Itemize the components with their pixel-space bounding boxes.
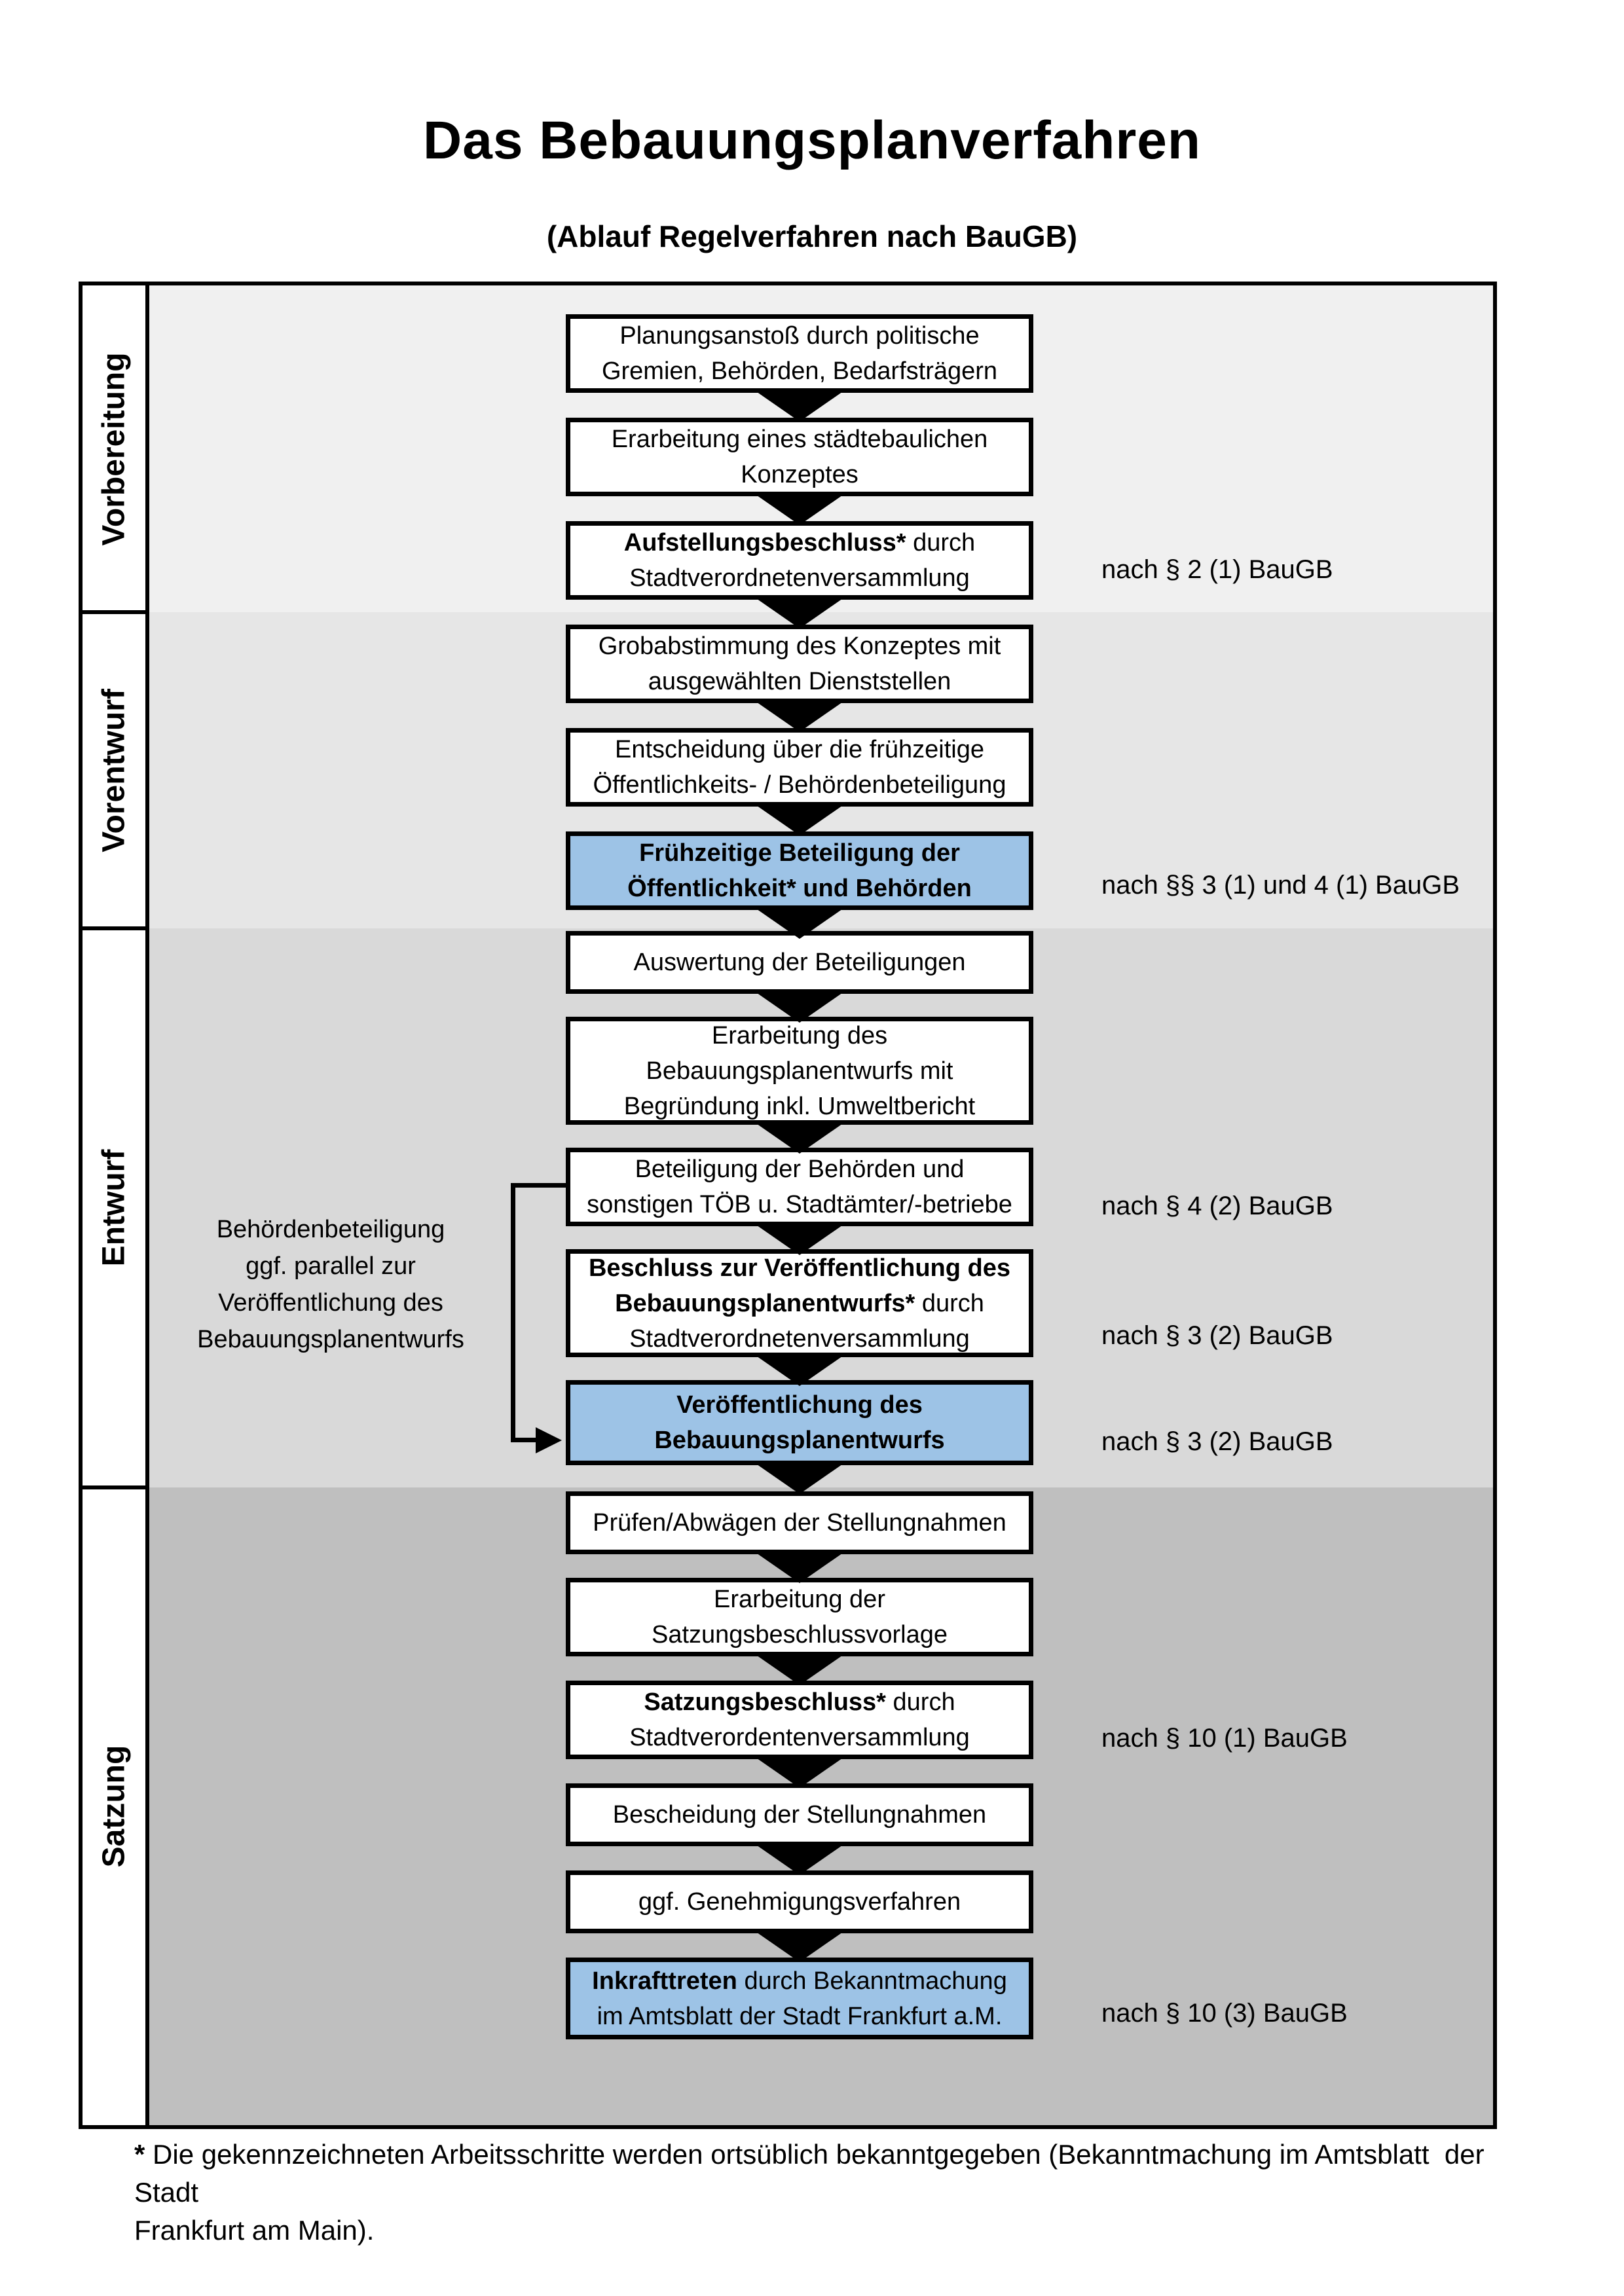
flow-box-line: Stadtverordnetenversammlung xyxy=(629,1324,970,1353)
flow-box-highlighted xyxy=(566,831,1033,910)
footnote-marker: * xyxy=(134,2139,145,2170)
flow-box xyxy=(566,418,1033,496)
flow-box-line: ggf. Genehmigungsverfahren xyxy=(638,1888,961,1916)
connector-line xyxy=(511,1183,566,1188)
arrow-down-icon xyxy=(752,990,847,1023)
flow-box xyxy=(566,1249,1033,1357)
flow-box xyxy=(566,931,1033,994)
flow-box-line: Bescheidung der Stellungnahmen xyxy=(612,1801,987,1829)
arrow-down-icon xyxy=(752,1755,847,1788)
flow-box-line: Satzungsbeschluss* durch xyxy=(644,1688,955,1716)
flow-box-line: Erarbeitung der xyxy=(714,1586,885,1613)
phase-label-text: Vorentwurf xyxy=(96,689,132,852)
flow-box xyxy=(566,1783,1033,1846)
side-note-line: ggf. parallel zur xyxy=(246,1252,416,1280)
phase-divider xyxy=(83,1485,149,1489)
flow-box-line: Erarbeitung des xyxy=(711,1021,888,1049)
arrow-down-icon xyxy=(752,906,847,939)
flow-box-line: Prüfen/Abwägen der Stellungnahmen xyxy=(593,1509,1006,1537)
side-note-line: Behördenbeteiligung xyxy=(216,1216,445,1243)
phase-label-text: Entwurf xyxy=(96,1149,132,1267)
connector-arrow-right-icon xyxy=(536,1427,562,1453)
flow-box-highlighted xyxy=(566,1958,1033,2039)
flow-box-line: ausgewählten Dienststellen xyxy=(648,668,951,695)
flow-box xyxy=(566,521,1033,600)
side-note xyxy=(160,1211,501,1358)
arrow-down-icon xyxy=(752,1652,847,1685)
flow-box-line: Beschluss zur Veröffentlichung des xyxy=(588,1254,1011,1282)
law-reference: nach § 3 (2) BauGB xyxy=(1101,1427,1333,1456)
flow-box-line: Frühzeitige Beteiligung der xyxy=(639,839,960,867)
connector-line xyxy=(511,1438,538,1442)
footnote-line1: Die gekennzeichneten Arbeitsschritte werden ortsüblich bekanntgegeben (Bekanntmachung im Amtsblatt der Stadt xyxy=(134,2139,1492,2208)
flow-box-line: Stadtverordentenversammlung xyxy=(629,1724,970,1751)
sidebar-divider xyxy=(145,285,149,2125)
flow-box xyxy=(566,1578,1033,1656)
flow-box xyxy=(566,1017,1033,1125)
law-reference: nach § 3 (2) BauGB xyxy=(1101,1321,1333,1350)
flow-box xyxy=(566,1491,1033,1554)
arrow-down-icon xyxy=(752,1842,847,1875)
flow-box-line: Bebauungsplanentwurfs xyxy=(654,1427,945,1454)
arrow-down-icon xyxy=(752,1222,847,1255)
law-reference: nach § 10 (1) BauGB xyxy=(1101,1724,1348,1753)
arrow-down-icon xyxy=(752,803,847,835)
flow-box-line: Auswertung der Beteiligungen xyxy=(633,949,966,976)
flow-box xyxy=(566,1681,1033,1759)
page-title: Das Bebauungsplanverfahren xyxy=(423,111,1201,170)
flow-box xyxy=(566,1148,1033,1226)
flow-box xyxy=(566,314,1033,393)
flow-box xyxy=(566,625,1033,703)
phase-divider xyxy=(83,926,149,930)
footnote-line2: Frankfurt am Main). xyxy=(134,2215,375,2246)
flow-box-line: im Amtsblatt der Stadt Frankfurt a.M. xyxy=(597,2002,1003,2030)
flow-box-line: Grobabstimmung des Konzeptes mit xyxy=(598,632,1001,660)
flow-box-line: Gremien, Behörden, Bedarfsträgern xyxy=(601,357,998,385)
flow-box-line: Begründung inkl. Umweltbericht xyxy=(623,1092,976,1120)
law-reference: nach § 10 (3) BauGB xyxy=(1101,1999,1348,2028)
arrow-down-icon xyxy=(752,1929,847,1962)
flow-box-line: sonstigen TÖB u. Stadtämter/-betriebe xyxy=(587,1191,1012,1218)
arrow-down-icon xyxy=(752,596,847,629)
phase-label-text: Satzung xyxy=(96,1745,132,1868)
phase-divider xyxy=(83,610,149,614)
flow-box-line: Planungsanstoß durch politische xyxy=(619,322,980,350)
arrow-down-icon xyxy=(752,492,847,525)
flow-box-line: Konzeptes xyxy=(741,461,858,488)
page-subtitle: (Ablauf Regelverfahren nach BauGB) xyxy=(546,219,1078,253)
flow-box-line: Stadtverordnetenversammlung xyxy=(629,564,970,592)
flow-box-line: Erarbeitung eines städtebaulichen xyxy=(611,426,988,453)
flow-box-line: Inkrafttreten durch Bekanntmachung xyxy=(592,1967,1007,1995)
connector-line xyxy=(511,1183,515,1442)
phase-label-text: Vorbereitung xyxy=(96,352,132,546)
flow-box-line: Öffentlichkeit* und Behörden xyxy=(627,875,972,902)
flow-box-line: Aufstellungsbeschluss* durch xyxy=(623,529,976,556)
arrow-down-icon xyxy=(752,1461,847,1494)
law-reference: nach § 2 (1) BauGB xyxy=(1101,555,1333,584)
flow-box-line: Entscheidung über die frühzeitige xyxy=(614,736,985,763)
law-reference: nach § 4 (2) BauGB xyxy=(1101,1192,1333,1220)
arrow-down-icon xyxy=(752,1353,847,1386)
flow-box xyxy=(566,1870,1033,1933)
law-reference: nach §§ 3 (1) und 4 (1) BauGB xyxy=(1101,871,1460,900)
flow-box-line: Veröffentlichung des xyxy=(676,1391,923,1419)
flow-box-highlighted xyxy=(566,1380,1033,1465)
side-note-line: Veröffentlichung des xyxy=(218,1289,443,1317)
side-note-line: Bebauungsplanentwurfs xyxy=(197,1326,464,1353)
flow-box-line: Bebauungsplanentwurfs mit xyxy=(646,1057,953,1085)
arrow-down-icon xyxy=(752,1121,847,1154)
arrow-down-icon xyxy=(752,1550,847,1583)
arrow-down-icon xyxy=(752,389,847,422)
flow-box-line: Satzungsbeschlussvorlage xyxy=(651,1621,948,1649)
flow-box-line: Öffentlichkeits- / Behördenbeteiligung xyxy=(593,771,1006,799)
flow-box-line: Beteiligung der Behörden und xyxy=(635,1156,965,1183)
arrow-down-icon xyxy=(752,699,847,732)
flow-box xyxy=(566,728,1033,807)
footnote xyxy=(134,2136,1516,2250)
flow-box-line: Bebauungsplanentwurfs* durch xyxy=(615,1289,984,1317)
